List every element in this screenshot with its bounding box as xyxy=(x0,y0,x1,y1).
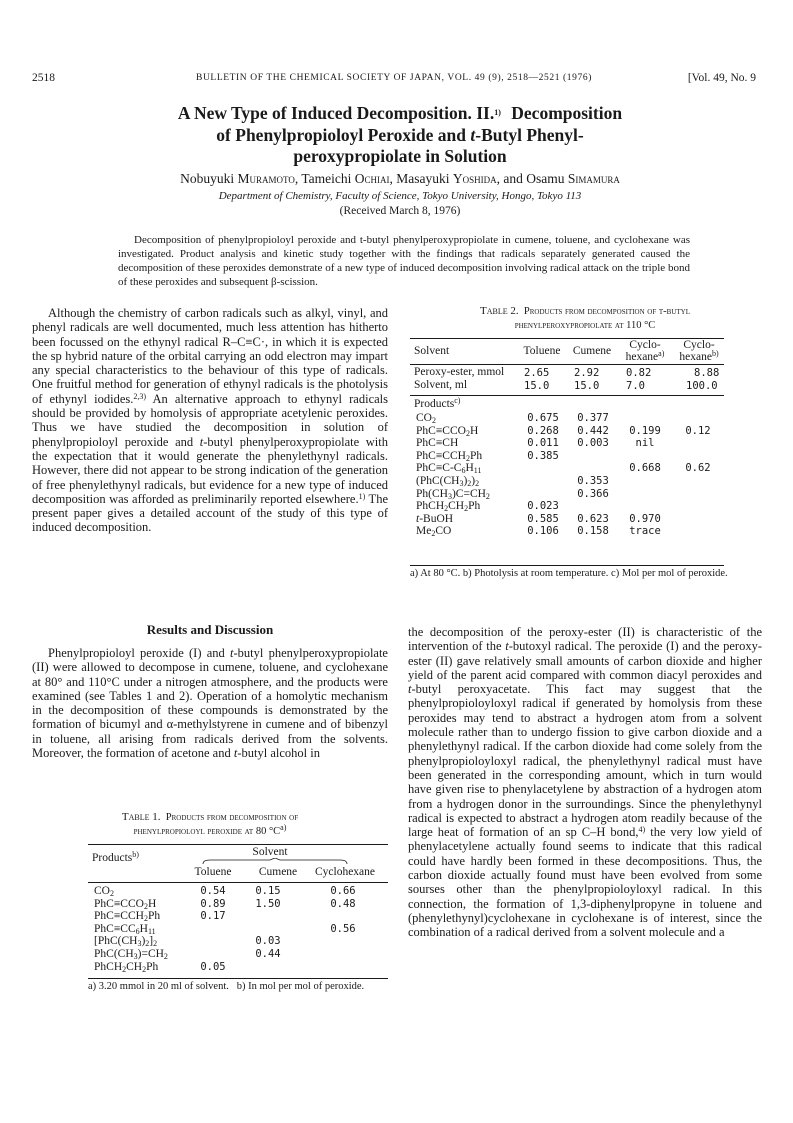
table1-cell: 0.44 xyxy=(255,947,281,960)
table1-cell xyxy=(238,923,298,936)
table1-products-header: Products$^{b)}$ xyxy=(92,850,139,864)
table1-row xyxy=(88,961,388,974)
table1-row xyxy=(88,885,388,898)
table2-row xyxy=(410,475,724,488)
table2-cell xyxy=(618,475,672,488)
title-line-1: A New Type of Induced Decomposition. II.$^{1)}$ Decomposition xyxy=(177,103,623,123)
title-line-3: peroxypropiolate in Solution xyxy=(293,146,507,166)
table2-notes: a) At 80 °C. b) Photolysis at room temperature. c) Mol per mol of peroxide. xyxy=(410,568,728,579)
table2-cell xyxy=(672,475,724,488)
table2-col-cumene: Cumene xyxy=(572,345,612,357)
table2-cell xyxy=(568,450,618,463)
table1-cell xyxy=(298,910,388,923)
table1-col-cyclohexane: Cyclohexane xyxy=(314,866,376,878)
table1-cell: 1.50 xyxy=(255,897,281,910)
table2-cell xyxy=(672,513,724,526)
table2-header xyxy=(410,339,724,365)
table2-products-label: Products$^{c)}$ xyxy=(414,396,461,410)
table2-cell xyxy=(568,500,618,513)
table2 xyxy=(410,412,724,538)
product-formula: $PhC\equiv C-C_6H_{11}$ xyxy=(416,462,482,476)
table2-cell: 0.366 xyxy=(577,487,609,500)
table2-cell: trace xyxy=(629,525,661,538)
table1-row xyxy=(88,923,388,936)
table2-row xyxy=(410,500,724,513)
volume-label: [Vol. 49, No. 9 xyxy=(687,72,756,84)
table2-cell xyxy=(568,462,618,475)
table2-conditions: Peroxy-ester, mmol 2.65 2.92 0.82 8.88 Solvent, ml 15.0 15.0 7.0 100.0 xyxy=(414,366,720,392)
table2-cell: 0.12 xyxy=(685,424,711,437)
table2-cell xyxy=(618,412,672,425)
table2-row xyxy=(410,437,724,450)
table1-cell: 0.17 xyxy=(200,910,226,923)
table1-row xyxy=(88,910,388,923)
table2-cell xyxy=(672,412,724,425)
product-formula: PhC≡CH xyxy=(416,437,459,450)
table1-cell: 0.66 xyxy=(330,885,356,897)
table1-row xyxy=(88,948,388,961)
table1-col-cumene: Cumene xyxy=(258,866,298,878)
table2-cell: 0.970 xyxy=(629,512,661,525)
table1-notes: a) 3.20 mmol in 20 ml of solvent. b) In mol per mol of peroxide. xyxy=(88,981,365,992)
product-formula: $(PhC(CH_3)_2)_2$ xyxy=(416,474,480,488)
product-formula: $PhCH_2CH_2Ph$ xyxy=(416,500,481,514)
table1-cell: 0.05 xyxy=(200,960,226,973)
table2-cell: 0.585 xyxy=(527,512,559,525)
product-formula: $CO_2$ xyxy=(416,412,436,425)
table1-caption: Table 1. Products from decomposition of phenylpropioloyl peroxide at 80 $^\circ C^{a)}$ xyxy=(121,811,299,837)
table2-cell xyxy=(518,462,568,475)
table2-cell: 0.675 xyxy=(527,412,559,424)
table1-cell: 0.54 xyxy=(200,885,226,897)
introduction-paragraph: Although the chemistry of carbon radicals such as alkyl, vinyl, and phenyl radicals are well documented, much less attention has hitherto been focussed on the ethynyl radical R–C≡C·, in which it is expected the sp hybrid nature of the orbital carrying an odd electron may impart any special characteristics to the behaviour of this type of radicals. One fruitful method for generation of ethynyl radicals is the photolysis of ethynyl iodides.$^{2,3)}$ An alternative approach to ethynyl radicals should be provided by homolysis of appropriate acetylenic peroxides. Thus we have studied the decomposition in solution of phenylpropioloyl peroxide and t-butyl phenylperoxypropiolate with the expectation that it would generate the phenylethynyl radicals. However, there did not appear to be strong indication of the generation of free phenylethynyl radicals, but evidence for a new type of induced decomposition was afforded as preliminarily reported elsewhere.$^{1)}$ The present paper gives a detailed account of the study of this type of induced decomposition. xyxy=(32,306,389,535)
product-formula: $Ph(CH_3)C=CH_2$ xyxy=(416,487,490,501)
table2-cell: 0.668 xyxy=(629,462,661,475)
table2-caption: Table 2. Products from decomposition of t-butyl phenylperoxypropiolate at 110 °C xyxy=(480,305,690,331)
table2-row xyxy=(410,513,724,526)
discussion-paragraph: the decomposition of the peroxy-ester (II) is characteristic of the intervention of the t-butoxyl radical. The peroxide (I) and the peroxy-ester (II) gave relatively small amounts of carbon dioxide and higher yield of the parent acid compared with common diacyl peroxides and t-butyl peroxyacetate. This fact may suggest that the phenylpropioloyloxyl radical if generated by homolysis from these peroxides may tend to abstract a hydrogen atom from a solvent molecule rather than to undergo fission to give carbon dioxide and a phenylethynyl radical. If the carbon dioxide had come solely from the phenylpropioloyloxyl radical, the phenylethynyl radical must have been generated in the corresponding amount, which in turn would have given rise to phenylacetylene by abstraction of a hydrogen atom from a hydrogen donor in the surroundings. Since the phenylethynyl radical is expected to abstract a hydrogen atom readily because of the large heat of formation of an sp C–H bond,$^{4)}$ the very low yield of phenylacetylene actually found seems to indicate that this radical could have hardly been formed in these decompositions. Thus, the carbon dioxide actually found must have been evolved from some sourses other than the phenylpropioloyloxyl radical. In this connection, the formation of 1,3-diphenylpropyne in toluene and (phenylethynyl)cyclohexane in cyclohexane is of interest, since the combination of a radical derived from a solvent molecule and a xyxy=(408,625,762,940)
abstract: Decomposition of phenylpropioloyl peroxide and t-butyl phenylperoxypropiolate in cumene, toluene, and cyclohexane was investigated. Product analysis and kinetic study together with the findings that radicals separately generated caused the decomposition of these peroxides demonstrate of a new type of induced decomposition involving radical attack on the triple bond of these peroxides and subsequent β-scission. xyxy=(118,234,690,288)
product-formula: $PhC\equiv CC_6H_{11}$ xyxy=(94,922,156,936)
table2-cell: 0.385 xyxy=(527,449,559,462)
table1-row xyxy=(88,935,388,948)
table2-cell xyxy=(672,488,724,501)
table1-col-toluene: Toluene xyxy=(194,866,232,878)
table1-cell xyxy=(188,923,238,936)
results-paragraph: Phenylpropioloyl peroxide (I) and t-butyl phenylperoxypropiolate (II) were allowed to decompose in cumene, toluene, and cyclohexane at 80° and 110°C under a nitrogen atmosphere, and the products were examined (see Tables 1 and 2). Operation of a homolytic mechanism in the decomposition of these compounds is demonstrated by the formation of bicumyl and α-methylstyrene in cumene and of bibenzyl in toluene, all arising from radicals derived from the solvents. Moreover, the formation of acetone and t-butyl alcohol in xyxy=(32,646,388,761)
table2-cell xyxy=(672,500,724,513)
table2-cell: 0.158 xyxy=(577,525,609,538)
table1 xyxy=(88,885,388,973)
table1-cell: 0.56 xyxy=(330,922,356,935)
table1-cell xyxy=(298,961,388,974)
product-formula: $PhC(CH_3)=CH_2$ xyxy=(94,947,168,961)
table1-bottom-rule xyxy=(88,978,388,979)
table2-header-rule xyxy=(410,364,724,365)
table1-cell xyxy=(238,910,298,923)
received-date: (Received March 8, 1976) xyxy=(339,205,461,217)
table2-cell xyxy=(518,488,568,501)
running-header xyxy=(32,72,756,88)
table1-cell xyxy=(188,948,238,961)
product-formula: $PhC\equiv CCO_2H$ xyxy=(416,424,479,438)
product-formula: $PhC\equiv CCO_2H$ xyxy=(94,897,157,911)
product-formula: $PhC\equiv CCH_2Ph$ xyxy=(94,910,161,924)
table1-solvent-header: Solvent xyxy=(252,846,288,858)
table2-solvent-header: Solvent xyxy=(414,345,450,357)
product-formula: $PhCH_2CH_2Ph$ xyxy=(94,960,159,974)
product-formula: $[PhC(CH_3)_2]_2$ xyxy=(94,935,158,949)
product-formula: $PhC\equiv CCH_2Ph$ xyxy=(416,449,483,463)
table2-row xyxy=(410,425,724,438)
table2-cell xyxy=(618,450,672,463)
table2-cell: 0.106 xyxy=(527,525,559,538)
table2-row xyxy=(410,412,724,425)
page-number: 2518 xyxy=(32,72,55,84)
table2-cell: 0.023 xyxy=(527,500,559,513)
table2-row xyxy=(410,525,724,538)
table2-cell: 0.011 xyxy=(527,437,559,450)
journal-citation: BULLETIN OF THE CHEMICAL SOCIETY OF JAPAN, VOL. 49 (9), 2518—2521 (1976) xyxy=(196,73,592,83)
table1-cell: 0.03 xyxy=(255,935,281,948)
table2-cell xyxy=(618,488,672,501)
section-heading: Results and Discussion xyxy=(146,622,274,637)
table2-cell: 0.623 xyxy=(577,512,609,525)
table1-cell: 0.15 xyxy=(255,885,281,897)
table1-header-rule xyxy=(88,882,388,883)
table2-row xyxy=(410,488,724,501)
table2-cell: 0.442 xyxy=(577,424,609,437)
table2-cell: 0.199 xyxy=(629,424,661,437)
table2-cell xyxy=(618,500,672,513)
product-formula: t-BuOH xyxy=(416,512,454,525)
table1-solvent-brace xyxy=(200,858,350,866)
table1-cell xyxy=(298,935,388,948)
table1-top-rule xyxy=(88,844,388,845)
title-line-2: of Phenylpropioloyl Peroxide and t-Butyl Phenyl- xyxy=(216,124,584,145)
product-formula: $CO_2$ xyxy=(94,885,114,898)
table2-row xyxy=(410,450,724,463)
table2-cell: 0.003 xyxy=(577,437,609,450)
table2-cell xyxy=(672,525,724,538)
table2-col-toluene: Toluene xyxy=(523,345,561,357)
table1-cell xyxy=(298,948,388,961)
table2-row xyxy=(410,462,724,475)
affiliation: Department of Chemistry, Faculty of Science, Tokyo University, Hongo, Tokyo 113 xyxy=(218,190,582,202)
table1-cell: 0.89 xyxy=(200,897,226,910)
table2-cell xyxy=(672,437,724,450)
table1-cell xyxy=(188,935,238,948)
product-formula: $Me_2CO$ xyxy=(416,525,452,539)
table2-cell: 0.377 xyxy=(577,412,609,424)
table2-bottom-rule xyxy=(410,565,724,566)
paper-title xyxy=(100,103,700,168)
table2-cell: 0.353 xyxy=(577,474,609,487)
table2-cell: 0.268 xyxy=(527,424,559,437)
table2-cell xyxy=(518,475,568,488)
table2-cell xyxy=(672,450,724,463)
author-list: Nobuyuki Muramoto, Tameichi Ochiai, Masayuki Yoshida, and Osamu Simamura xyxy=(180,171,620,186)
table1-cell xyxy=(238,961,298,974)
table2-cell: nil xyxy=(635,437,655,450)
table2-cell: 0.62 xyxy=(685,462,711,475)
table1-cell: 0.48 xyxy=(330,897,356,910)
table2-col-cyclohexane-80: Cyclo- hexane$^{a)}$ xyxy=(625,339,665,363)
table2-col-cyclohexane-photo: Cyclo- hexane$^{b)}$ xyxy=(679,339,719,363)
table1-row xyxy=(88,898,388,911)
